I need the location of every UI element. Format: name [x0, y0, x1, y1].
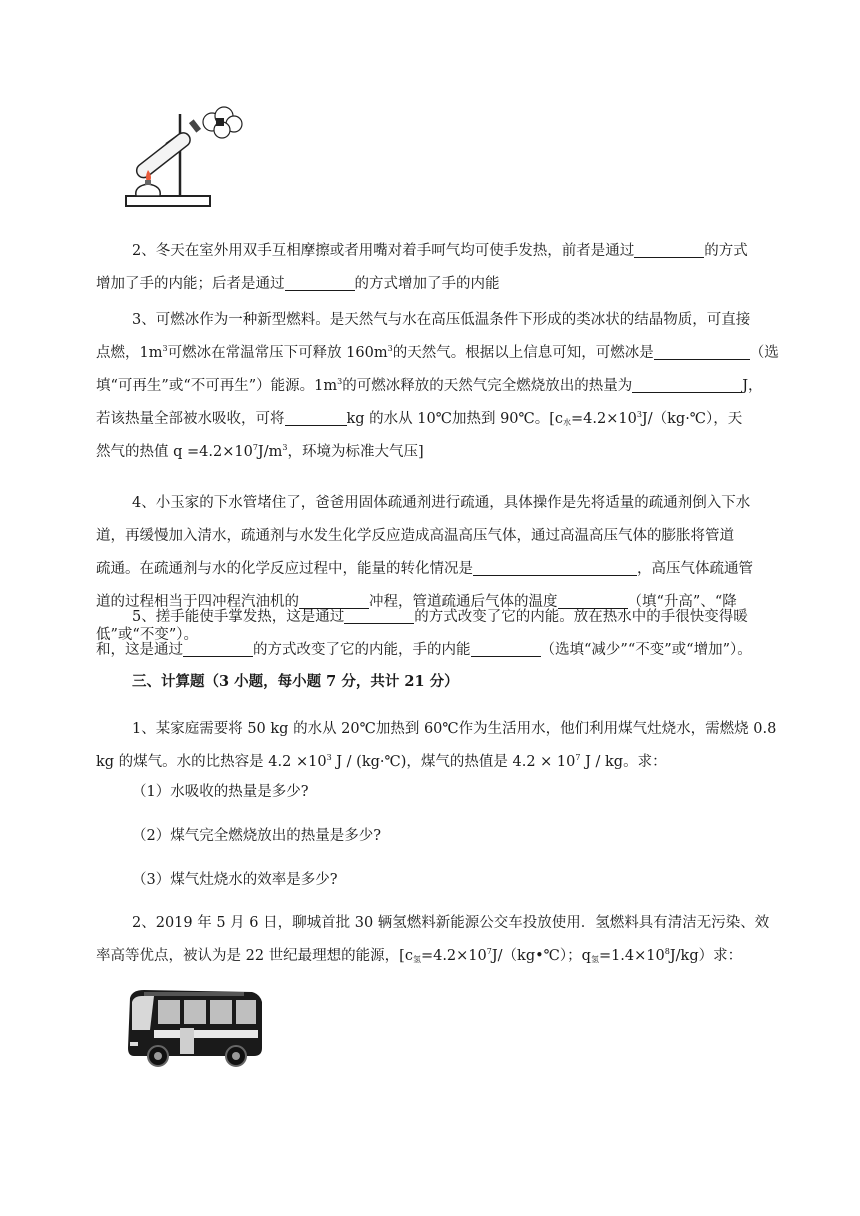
question-3: 3、可燃冰作为一种新型燃料。是天然气与水在高压低温条件下形成的类冰状的结晶物质，可直接 点燃，$1m^3$可燃冰在常温常压下可释放 $160m^3$的天然气。根据以上信息可知，可燃冰是 （选 填“可再生”或“不可再生”）能源。$1m^3$的可燃冰释放的天然气完全燃烧放出的热量为 J， 若该热量全部被水吸收，可将 kg 的水从 10℃加热到 90℃。[$c_水=4.2\times 10^3J/(kg\cdot℃)$，天 然气的热值 $q =4.2\times 10^7J/m^3$，环境为标准大气压] — [96, 312, 779, 460]
answer-blank[interactable] — [632, 378, 742, 394]
calc-question-1-part-2: （2）煤气完全燃烧放出的热量是多少? — [132, 828, 381, 844]
answer-blank[interactable] — [634, 243, 704, 259]
calc-question-1-part-3: （3）煤气灶烧水的效率是多少? — [132, 872, 338, 888]
question-4: 4、小玉家的下水管堵住了，爸爸用固体疏通剂进行疏通，具体操作是先将适量的疏通剂倒入下水 道，再缓慢加入清水，疏通剂与水发生化学反应造成高温高压气体，通过高温高压气体的膨胀将管道 疏通。在疏通剂与水的化学反应过程中，能量的转化情况是 ，高压气体疏通管 道的过程相当于四冲程汽油机的 冲程，管道疏通后气体的温度 （填“升高”、“降 低”或“不变”）。 — [96, 495, 753, 643]
question-5: 5、搓手能使手掌发热，这是通过 的方式改变了它的内能。放在热水中的手很快变得暖 和，这是通过 的方式改变了它的内能，手的内能 （选填“减少”“不变”或“增加”）。 — [96, 609, 752, 658]
answer-blank[interactable] — [183, 642, 253, 658]
answer-blank[interactable] — [285, 276, 355, 292]
answer-blank[interactable] — [285, 411, 347, 427]
calc-question-1-part-1: （1）水吸收的热量是多少? — [132, 784, 309, 800]
answer-blank[interactable] — [344, 609, 414, 625]
test-tube-heating-icon — [118, 104, 252, 214]
answer-blank[interactable] — [473, 561, 637, 577]
calc-question-1: 1、某家庭需要将 50 kg 的水从 20℃加热到 60℃作为生活用水，他们利用煤气灶烧水，需燃烧 0.8 kg 的煤气。水的比热容是 $4.2 \times 10^3$ J / (kg·℃)，煤气的热值是 $4.2 \times 10^7$ J / kg。求： — [96, 721, 777, 770]
section-heading: 三、计算题（3 小题，每小题 7 分，共计 21 分） — [132, 673, 459, 690]
calc-question-2: 2、2019 年 5 月 6 日，聊城首批 30 辆氢燃料新能源公交车投放使用．氢燃料具有清洁无污染、效 率高等优点，被认为是 22 世纪最理想的能源，[$c_氢=4.2\times 10^7J/(kg•℃)$；$q_氢=1.4\times 10^8J/kg$）求： — [96, 915, 770, 964]
bus-icon — [124, 986, 266, 1068]
answer-blank[interactable] — [654, 345, 750, 361]
answer-blank[interactable] — [471, 642, 541, 658]
question-2: 2、冬天在室外用双手互相摩擦或者用嘴对着手呵气均可使手发热，前者是通过 的方式 增加了手的内能；后者是通过 的方式增加了手的内能 — [96, 243, 748, 292]
